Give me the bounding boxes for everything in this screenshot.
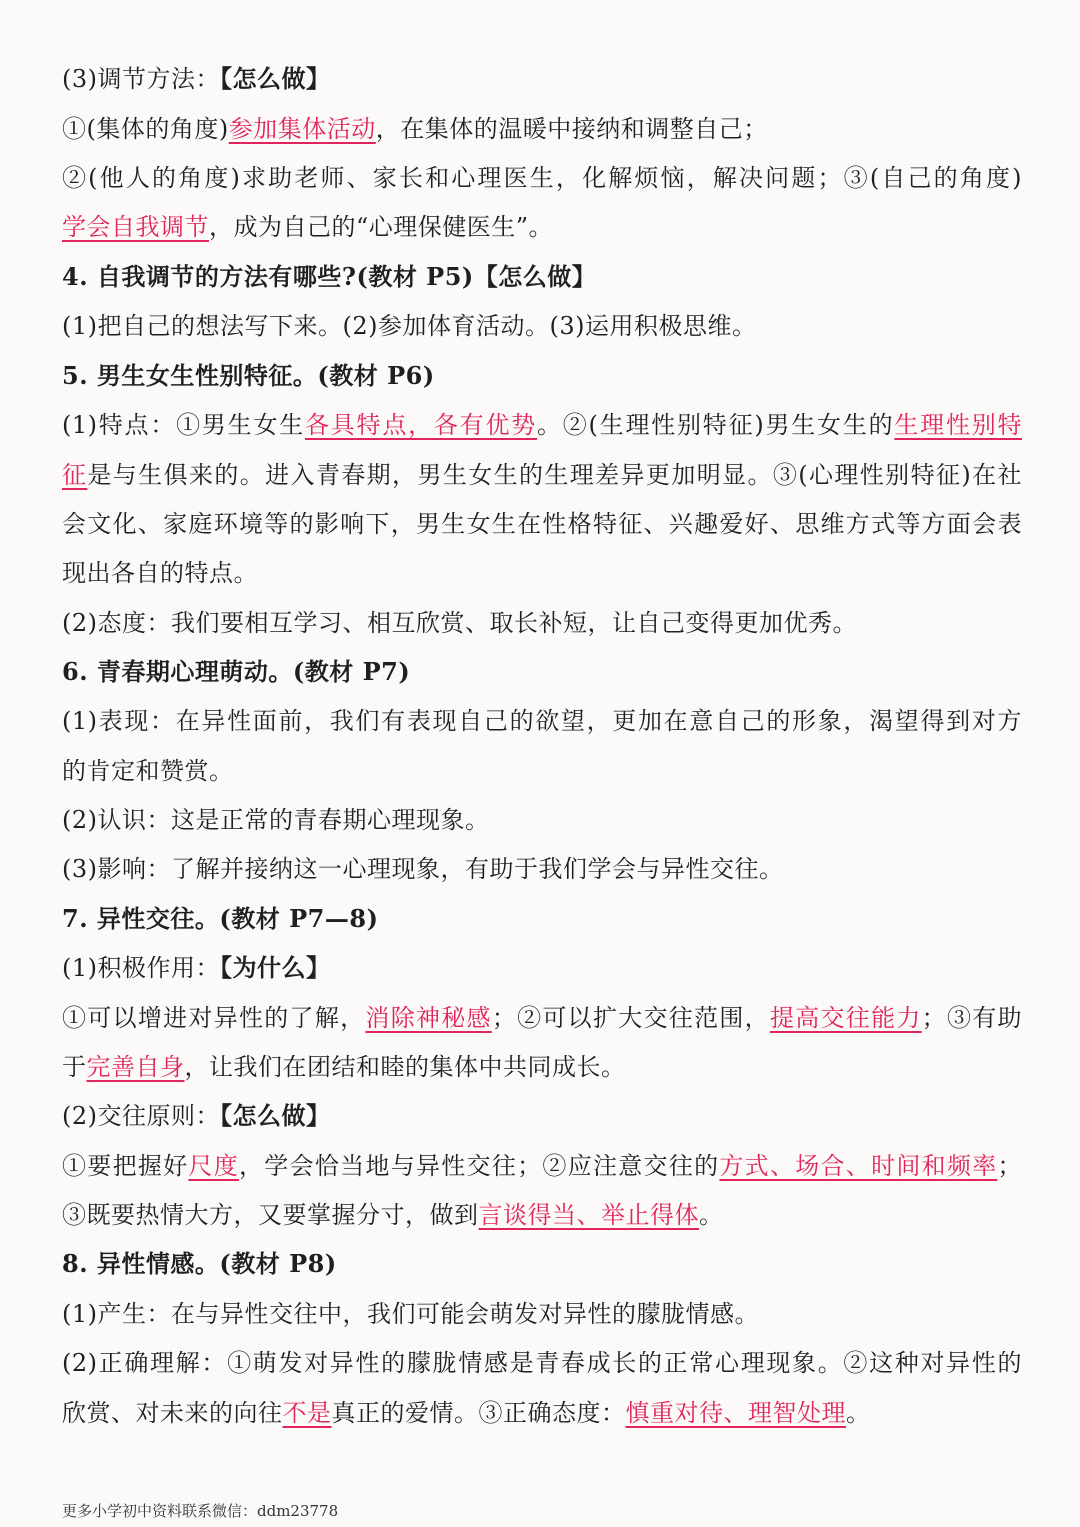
text-segment: 于 [62,1053,87,1081]
text-line [62,507,1022,541]
text-line [62,210,1022,244]
text-segment: 。 [699,1201,724,1229]
text-line [62,161,1022,195]
text-line [62,1297,1022,1331]
text-segment: 是与生俱来的。进入青春期，男生女生的生理差异更加明显。③(心理性别特征)在社 [87,461,1022,489]
highlighted-keyword: 消除神秘感 [365,1004,492,1032]
bracket-tag: 【怎么做】 [220,1101,331,1130]
text-segment: 4. 自我调节的方法有哪些?(教材 P5)【怎么做】 [62,262,597,291]
text-line [62,951,1022,985]
text-segment: ②(他人的角度)求助老师、家长和心理医生，化解烦恼，解决问题；③(自己的角度) [62,164,1022,192]
text-segment: 。 [846,1399,871,1427]
text-segment: ①(集体的角度) [62,115,229,143]
text-segment: 7. 异性交往。(教材 P7—8) [62,904,379,933]
text-segment: ，学会恰当地与异性交往；②应注意交往的 [239,1152,720,1180]
section-heading [62,260,1022,294]
text-segment: 6. 青春期心理萌动。(教材 P7) [62,657,411,686]
text-segment: 现出各自的特点。 [62,559,258,587]
highlighted-keyword: 慎重对待、理智处理 [625,1399,846,1427]
text-segment: (2)交往原则： [62,1102,220,1130]
bracket-tag: 【为什么】 [220,953,331,982]
section-heading [62,1247,1022,1281]
text-line [62,852,1022,886]
text-line [62,458,1022,492]
text-segment: ，让我们在团结和睦的集体中共同成长。 [184,1053,626,1081]
text-segment: 会文化、家庭环境等的影响下，男生女生在性格特征、兴趣爱好、思维方式等方面会表 [62,510,1022,538]
text-line [62,1198,1022,1232]
highlighted-keyword: 各具特点，各有优势 [305,411,537,439]
bracket-tag: 【怎么做】 [220,64,331,93]
text-segment: (2)正确理解：①萌发对异性的朦胧情感是青春成长的正常心理现象。②这种对异性的 [62,1349,1022,1377]
text-line [62,1346,1022,1380]
highlighted-keyword: 尺度 [188,1152,239,1180]
text-segment: (1)积极作用： [62,954,220,982]
text-segment: 的肯定和赞赏。 [62,757,234,785]
text-line [62,1050,1022,1084]
text-segment: (2)认识：这是正常的青春期心理现象。 [62,806,490,834]
section-heading [62,902,1022,936]
text-segment: 真正的爱情。③正确态度： [331,1399,626,1427]
text-line [62,803,1022,837]
text-segment: 5. 男生女生性别特征。(教材 P6) [62,361,435,390]
highlighted-keyword: 方式、场合、时间和频率 [719,1152,998,1180]
text-line [62,606,1022,640]
highlighted-keyword: 生理性别特 [894,411,1023,439]
text-segment: 欣赏、对未来的向往 [62,1399,283,1427]
text-segment: ；②可以扩大交往范围， [491,1004,770,1032]
text-line [62,112,1022,146]
highlighted-keyword: 完善自身 [86,1053,185,1081]
highlighted-keyword: 言谈得当、举止得体 [478,1201,699,1229]
text-segment: ，在集体的温暖中接纳和调整自己； [375,115,768,143]
highlighted-keyword: 学会自我调节 [62,213,209,241]
text-segment: ； [997,1152,1023,1180]
text-line [62,1099,1022,1133]
text-line [62,754,1022,788]
highlighted-keyword: 不是 [282,1399,332,1427]
highlighted-keyword: 征 [62,461,88,489]
text-segment: (1)把自己的想法写下来。(2)参加体育活动。(3)运用积极思维。 [62,312,757,340]
text-segment: (1)特点：①男生女生 [62,411,305,439]
text-line [62,62,1022,96]
text-segment: (3)调节方法： [62,65,220,93]
text-segment: (2)态度：我们要相互学习、相互欣赏、取长补短，让自己变得更加优秀。 [62,609,857,637]
section-heading [62,359,1022,393]
text-line [62,556,1022,590]
text-segment: ，成为自己的“心理保健医生”。 [209,213,554,241]
text-segment: ①要把握好 [62,1152,189,1180]
highlighted-keyword: 参加集体活动 [228,115,376,143]
text-segment: (3)影响：了解并接纳这一心理现象，有助于我们学会与异性交往。 [62,855,784,883]
text-segment: (1)产生：在与异性交往中，我们可能会萌发对异性的朦胧情感。 [62,1300,759,1328]
section-heading [62,655,1022,689]
footer-contact: 更多小学初中资料联系微信：ddm23778 [62,1502,339,1520]
text-line [62,1396,1022,1430]
text-line [62,1149,1022,1183]
text-segment: 。②(生理性别特征)男生女生的 [537,411,895,439]
text-line [62,1001,1022,1035]
text-segment: 8. 异性情感。(教材 P8) [62,1249,337,1278]
text-segment: (1)表现：在异性面前，我们有表现自己的欲望，更加在意自己的形象，渴望得到对方 [62,707,1022,735]
text-line [62,408,1022,442]
text-line [62,704,1022,738]
text-segment: ；③有助 [921,1004,1023,1032]
text-segment: ③既要热情大方，又要掌握分寸，做到 [62,1201,479,1229]
highlighted-keyword: 提高交往能力 [769,1004,922,1032]
text-segment: ①可以增进对异性的了解， [62,1004,366,1032]
text-line [62,309,1022,343]
